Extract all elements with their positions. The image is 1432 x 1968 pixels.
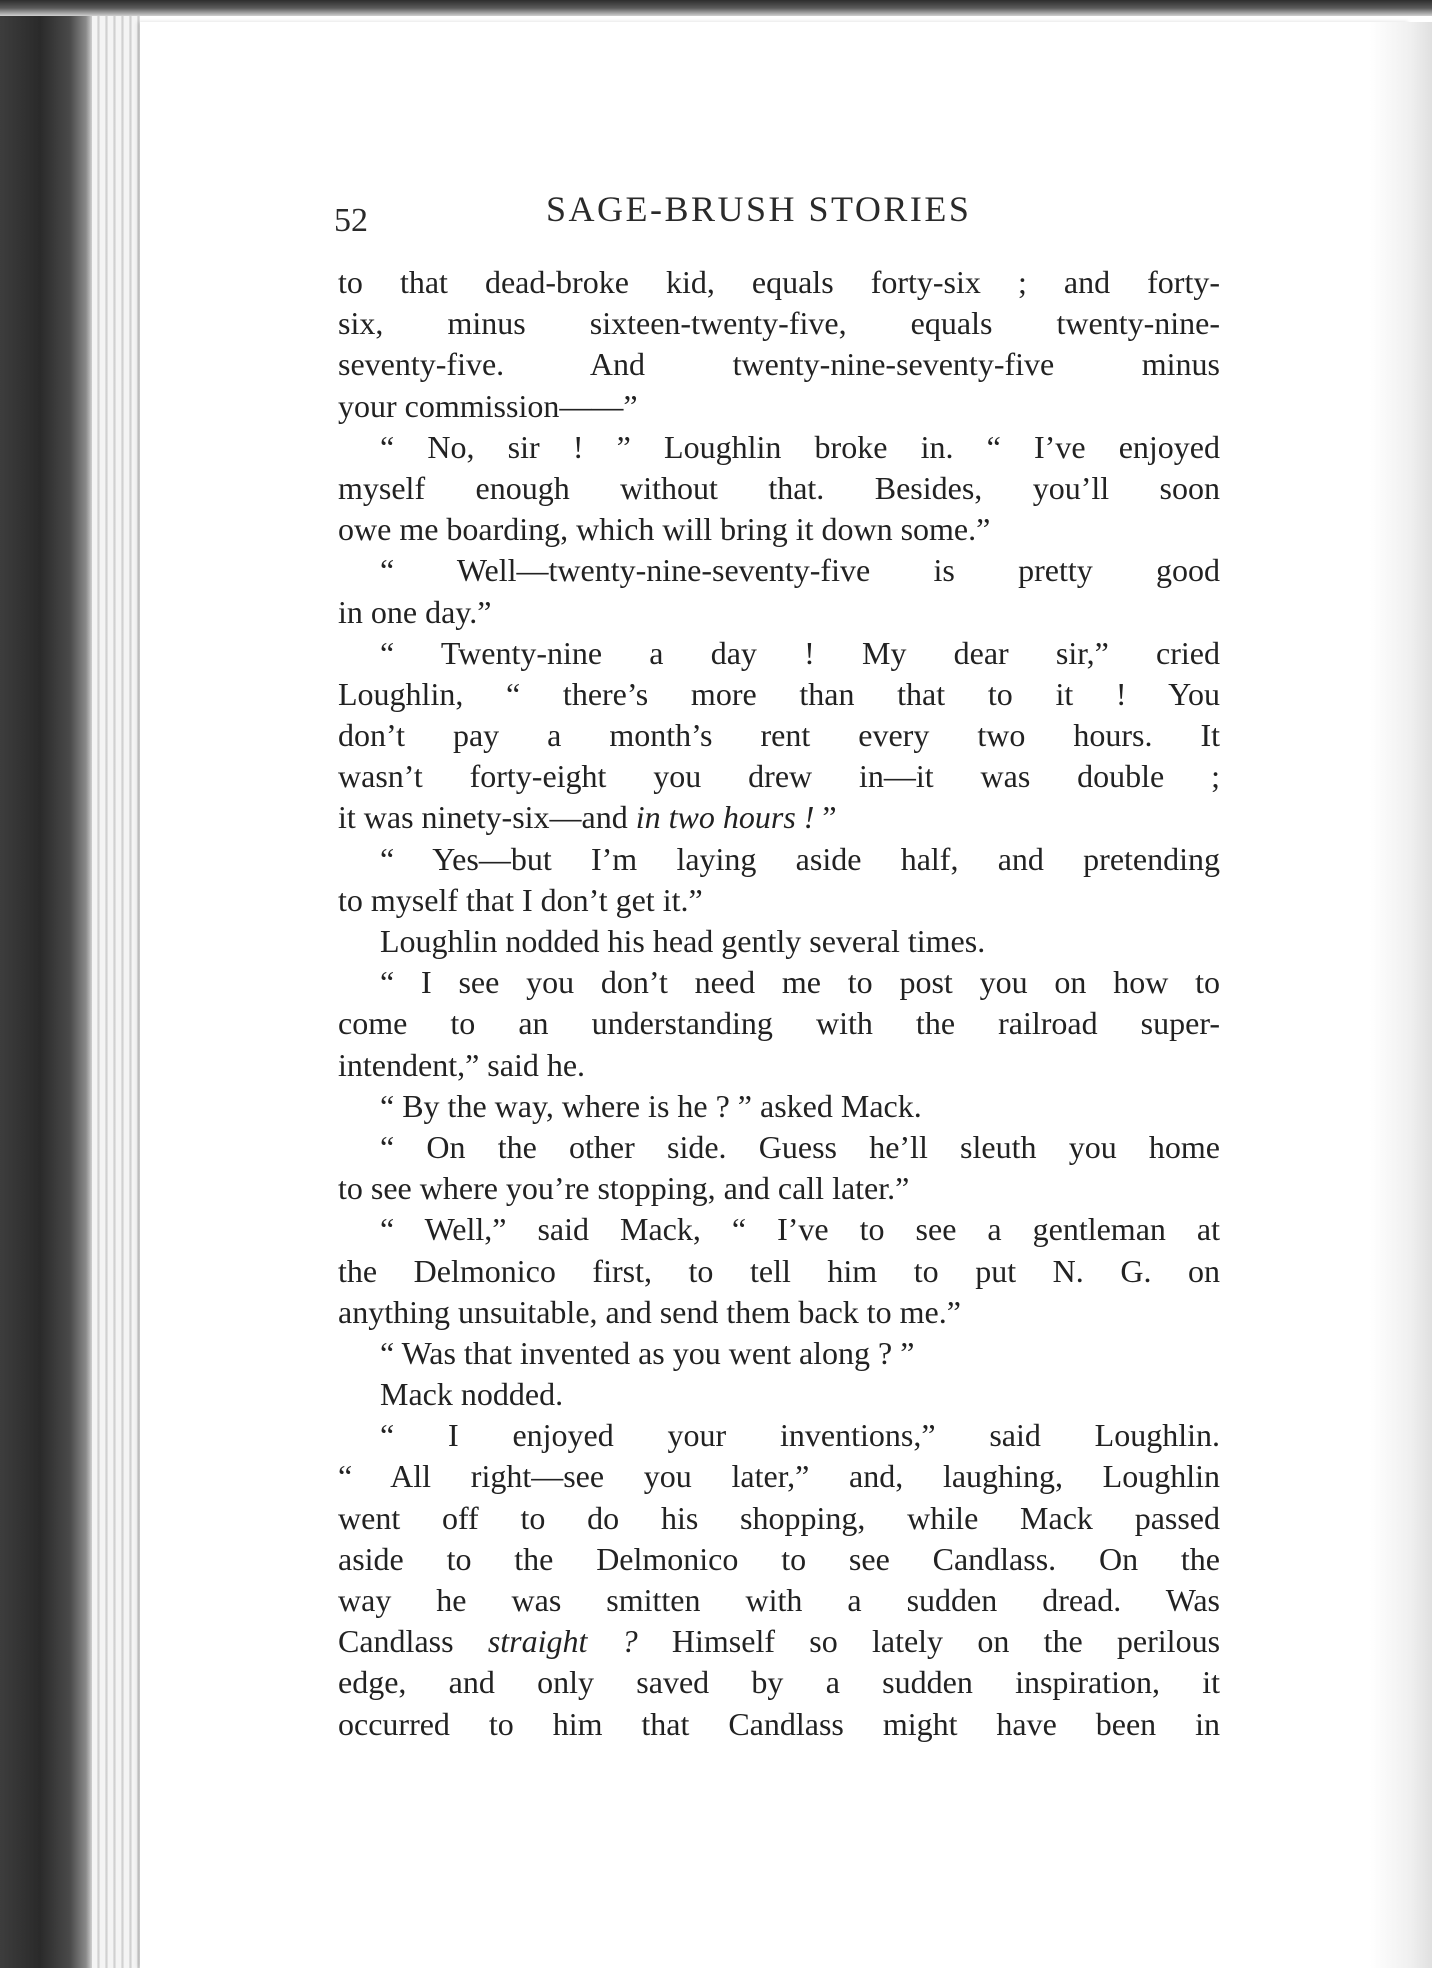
text-line: wasn’t forty-eight you drew in—it was double ; bbox=[338, 758, 1220, 795]
italic-emphasis: in two hours ! bbox=[635, 799, 815, 836]
text-line: to that dead-broke kid, equals forty-six ; and forty- bbox=[338, 264, 1220, 300]
text-line: “ No, sir ! ” Loughlin broke in. “ I’ve enjoyed bbox=[380, 428, 1220, 465]
text-line: way he was smitten with a sudden dread. Was bbox=[338, 1582, 1220, 1618]
text-line: went off to do his shopping, while Mack passed bbox=[338, 1499, 1220, 1536]
text-line: “ I enjoyed your inventions,” said Loughlin. bbox=[380, 1417, 1220, 1454]
page-header bbox=[334, 188, 1224, 238]
text-line: edge, and only saved by a sudden inspiration, it bbox=[338, 1664, 1220, 1701]
text-line: it was ninety-six—and in two hours ! ” bbox=[338, 799, 837, 836]
text-line: to myself that I don’t get it.” bbox=[338, 881, 703, 918]
text-line: six, minus sixteen-twenty-five, equals twenty-nine- bbox=[338, 305, 1220, 342]
text-line: don’t pay a month’s rent every two hours. It bbox=[338, 717, 1220, 754]
text-line: myself enough without that. Besides, you’ll soon bbox=[338, 469, 1220, 506]
italic-emphasis: straight ? bbox=[487, 1623, 638, 1660]
page-edges bbox=[92, 16, 140, 1968]
text-line: seventy-five. And twenty-nine-seventy-five minus bbox=[338, 346, 1220, 383]
text-line: come to an understanding with the railroad super- bbox=[338, 1005, 1220, 1042]
page-gutter-shadow bbox=[1370, 22, 1432, 1968]
text-line: your commission——” bbox=[338, 387, 638, 424]
text-line: “ Twenty-nine a day ! My dear sir,” cried bbox=[380, 634, 1220, 671]
book-cover-edge bbox=[0, 0, 92, 1968]
text-line: aside to the Delmonico to see Candlass. On the bbox=[338, 1540, 1220, 1577]
text-line: Loughlin, “ there’s more than that to it ! You bbox=[338, 675, 1220, 712]
book-cover-top-edge bbox=[0, 0, 1432, 16]
text-line: to see where you’re stopping, and call later.” bbox=[338, 1170, 910, 1207]
text-line: “ I see you don’t need me to post you on how to bbox=[380, 964, 1220, 1001]
text-line: “ All right—see you later,” and, laughing, Loughlin bbox=[338, 1458, 1220, 1495]
body-text bbox=[338, 262, 1220, 1745]
text-line: Candlass straight ? Himself so lately on the perilous bbox=[338, 1623, 1221, 1660]
text-line: “ Well—twenty-nine-seventy-five is pretty good bbox=[380, 552, 1220, 589]
running-title: SAGE-BRUSH STORIES bbox=[546, 189, 972, 229]
text-line: Mack nodded. bbox=[380, 1376, 564, 1413]
text-line: intendent,” said he. bbox=[338, 1046, 586, 1083]
text-line: “ By the way, where is he ? ” asked Mack. bbox=[380, 1087, 922, 1124]
text-line: occurred to him that Candlass might have been in bbox=[338, 1705, 1220, 1742]
text-line: “ On the other side. Guess he’ll sleuth you home bbox=[380, 1128, 1220, 1165]
text-line: the Delmonico first, to tell him to put N. G. on bbox=[338, 1252, 1220, 1289]
text-line: anything unsuitable, and send them back to me.” bbox=[338, 1293, 961, 1330]
text-line: “ Yes—but I’m laying aside half, and pretending bbox=[380, 840, 1220, 877]
text-line: owe me boarding, which will bring it down some.” bbox=[338, 511, 991, 548]
text-line: “ Well,” said Mack, “ I’ve to see a gentleman at bbox=[380, 1211, 1220, 1248]
text-line: in one day.” bbox=[338, 593, 492, 630]
text-line: “ Was that invented as you went along ? ” bbox=[380, 1334, 915, 1371]
text-line: Loughlin nodded his head gently several times. bbox=[380, 923, 986, 959]
page-number: 52 bbox=[334, 202, 368, 239]
